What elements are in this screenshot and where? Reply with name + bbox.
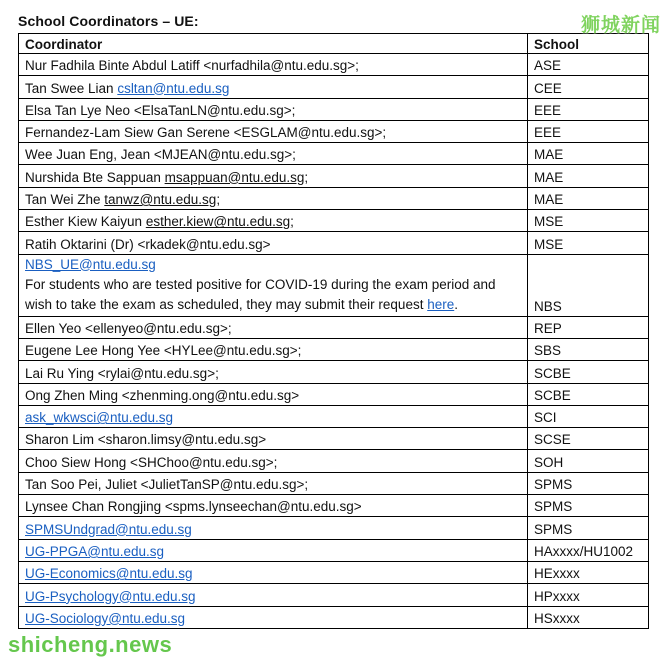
school-cell: HSxxxx xyxy=(528,606,649,628)
coordinator-cell xyxy=(19,338,528,360)
school-cell: SCSE xyxy=(528,428,649,450)
email-link[interactable]: UG-Psychology@ntu.edu.sg xyxy=(25,588,196,604)
school-cell: REP xyxy=(528,316,649,338)
table-header-row xyxy=(19,34,649,54)
coordinator-name: Sharon Lim <sharon.limsy@ntu.edu.sg> xyxy=(25,432,267,448)
coordinator-name: Fernandez-Lam Siew Gan Serene <ESGLAM@ntu.edu.sg>; xyxy=(25,125,387,141)
table-row xyxy=(19,316,649,338)
school-cell: MAE xyxy=(528,187,649,209)
table-row xyxy=(19,98,649,120)
school-cell: HExxxx xyxy=(528,561,649,583)
school-cell: SPMS xyxy=(528,495,649,517)
school-cell: ASE xyxy=(528,54,649,76)
school-cell: MSE xyxy=(528,210,649,232)
coordinator-name: Choo Siew Hong <SHChoo@ntu.edu.sg>; xyxy=(25,454,278,470)
coordinator-cell xyxy=(19,584,528,606)
email-link[interactable]: UG-PPGA@ntu.edu.sg xyxy=(25,543,165,559)
table-row xyxy=(19,428,649,450)
coordinator-name: Esther Kiew Kaiyun xyxy=(25,214,146,230)
coordinator-cell xyxy=(19,495,528,517)
table-row xyxy=(19,517,649,539)
table-row xyxy=(19,165,649,187)
coordinator-name: Eugene Lee Hong Yee <HYLee@ntu.edu.sg>; xyxy=(25,343,302,359)
table-row xyxy=(19,143,649,165)
table-row xyxy=(19,450,649,472)
school-cell: CEE xyxy=(528,76,649,98)
coordinator-cell xyxy=(19,517,528,539)
email-link[interactable]: UG-Sociology@ntu.edu.sg xyxy=(25,610,186,626)
table-body xyxy=(19,54,649,629)
header-school: School xyxy=(528,34,649,54)
email-text: msappuan@ntu.edu.sg xyxy=(164,169,305,185)
coordinator-cell xyxy=(19,405,528,427)
school-cell: HAxxxx/HU1002 xyxy=(528,539,649,561)
table-row xyxy=(19,210,649,232)
coordinator-name: Lai Ru Ying <rylai@ntu.edu.sg>; xyxy=(25,365,219,381)
school-cell: SPMS xyxy=(528,517,649,539)
coordinator-cell xyxy=(19,76,528,98)
school-cell: SOH xyxy=(528,450,649,472)
punctuation: . xyxy=(454,296,458,312)
table-row xyxy=(19,383,649,405)
coordinator-cell xyxy=(19,316,528,338)
punctuation: ; xyxy=(304,169,309,185)
coordinator-cell xyxy=(19,428,528,450)
punctuation: ; xyxy=(290,214,294,230)
school-cell: EEE xyxy=(528,98,649,120)
email-text: esther.kiew@ntu.edu.sg xyxy=(145,214,291,230)
email-link[interactable]: csltan@ntu.edu.sg xyxy=(117,80,230,96)
watermark-bottom: shicheng.news xyxy=(8,632,173,657)
coordinator-cell xyxy=(19,210,528,232)
coordinator-cell xyxy=(19,561,528,583)
table-row xyxy=(19,54,649,76)
watermark-top: 狮城新闻 xyxy=(580,15,661,36)
email-link[interactable]: SPMSUndgrad@ntu.edu.sg xyxy=(25,521,192,537)
coordinator-cell xyxy=(19,165,528,187)
school-cell: SCBE xyxy=(528,383,649,405)
school-cell: SBS xyxy=(528,338,649,360)
table-row xyxy=(19,539,649,561)
coordinator-name: Elsa Tan Lye Neo <ElsaTanLN@ntu.edu.sg>; xyxy=(25,102,296,118)
coordinator-name: Lynsee Chan Rongjing <spms.lynseechan@ntu.edu.sg> xyxy=(25,499,362,515)
coordinator-cell xyxy=(19,383,528,405)
table-row xyxy=(19,495,649,517)
here-link[interactable]: here xyxy=(427,296,455,312)
coordinator-cell xyxy=(19,450,528,472)
table-row xyxy=(19,232,649,254)
table-row xyxy=(19,584,649,606)
header-coordinator: Coordinator xyxy=(19,34,528,54)
coordinator-cell xyxy=(19,254,528,316)
school-cell: NBS xyxy=(528,254,649,316)
coordinator-cell xyxy=(19,606,528,628)
coordinator-cell xyxy=(19,472,528,494)
coordinator-name: Ratih Oktarini (Dr) <rkadek@ntu.edu.sg> xyxy=(25,236,271,252)
punctuation: ; xyxy=(216,192,221,208)
school-cell: SCI xyxy=(528,405,649,427)
note-text: For students who are tested positive for COVID-19 during the exam period and wish to take the exam as scheduled, they may submit their request xyxy=(25,276,496,312)
school-cell: EEE xyxy=(528,120,649,142)
coordinator-name: Wee Juan Eng, Jean <MJEAN@ntu.edu.sg>; xyxy=(25,147,296,163)
email-link[interactable]: ask_wkwsci@ntu.edu.sg xyxy=(25,410,174,426)
coordinator-name: Tan Soo Pei, Juliet <JulietTanSP@ntu.edu.sg>; xyxy=(25,477,309,493)
table-row xyxy=(19,254,649,316)
table-row xyxy=(19,361,649,383)
school-cell: MAE xyxy=(528,165,649,187)
coordinator-name: Ellen Yeo <ellenyeo@ntu.edu.sg>; xyxy=(25,320,232,336)
table-row xyxy=(19,472,649,494)
coordinator-cell xyxy=(19,98,528,120)
table-row xyxy=(19,76,649,98)
coordinator-cell xyxy=(19,361,528,383)
school-cell: MSE xyxy=(528,232,649,254)
email-link[interactable]: NBS_UE@ntu.edu.sg xyxy=(25,256,156,272)
table-row xyxy=(19,405,649,427)
coordinator-name: Ong Zhen Ming <zhenming.ong@ntu.edu.sg> xyxy=(25,387,300,403)
coordinators-table xyxy=(18,33,649,629)
coordinator-name: Tan Swee Lian xyxy=(25,80,118,96)
table-row xyxy=(19,561,649,583)
school-cell: SCBE xyxy=(528,361,649,383)
table-row xyxy=(19,338,649,360)
coordinator-cell xyxy=(19,232,528,254)
table-row xyxy=(19,187,649,209)
table-row xyxy=(19,120,649,142)
coordinator-cell xyxy=(19,143,528,165)
coordinator-cell xyxy=(19,54,528,76)
school-cell: MAE xyxy=(528,143,649,165)
email-text: tanwz@ntu.edu.sg xyxy=(104,192,217,208)
coordinator-name: Tan Wei Zhe xyxy=(25,192,105,208)
school-cell: HPxxxx xyxy=(528,584,649,606)
school-cell: SPMS xyxy=(528,472,649,494)
page-heading: School Coordinators – UE: xyxy=(18,13,199,29)
coordinator-cell xyxy=(19,539,528,561)
coordinator-cell xyxy=(19,120,528,142)
coordinator-name: Nur Fadhila Binte Abdul Latiff <nurfadhila@ntu.edu.sg>; xyxy=(25,58,359,74)
coordinator-cell xyxy=(19,187,528,209)
table-row xyxy=(19,606,649,628)
coordinator-name: Nurshida Bte Sappuan xyxy=(25,169,165,185)
email-link[interactable]: UG-Economics@ntu.edu.sg xyxy=(25,566,193,582)
